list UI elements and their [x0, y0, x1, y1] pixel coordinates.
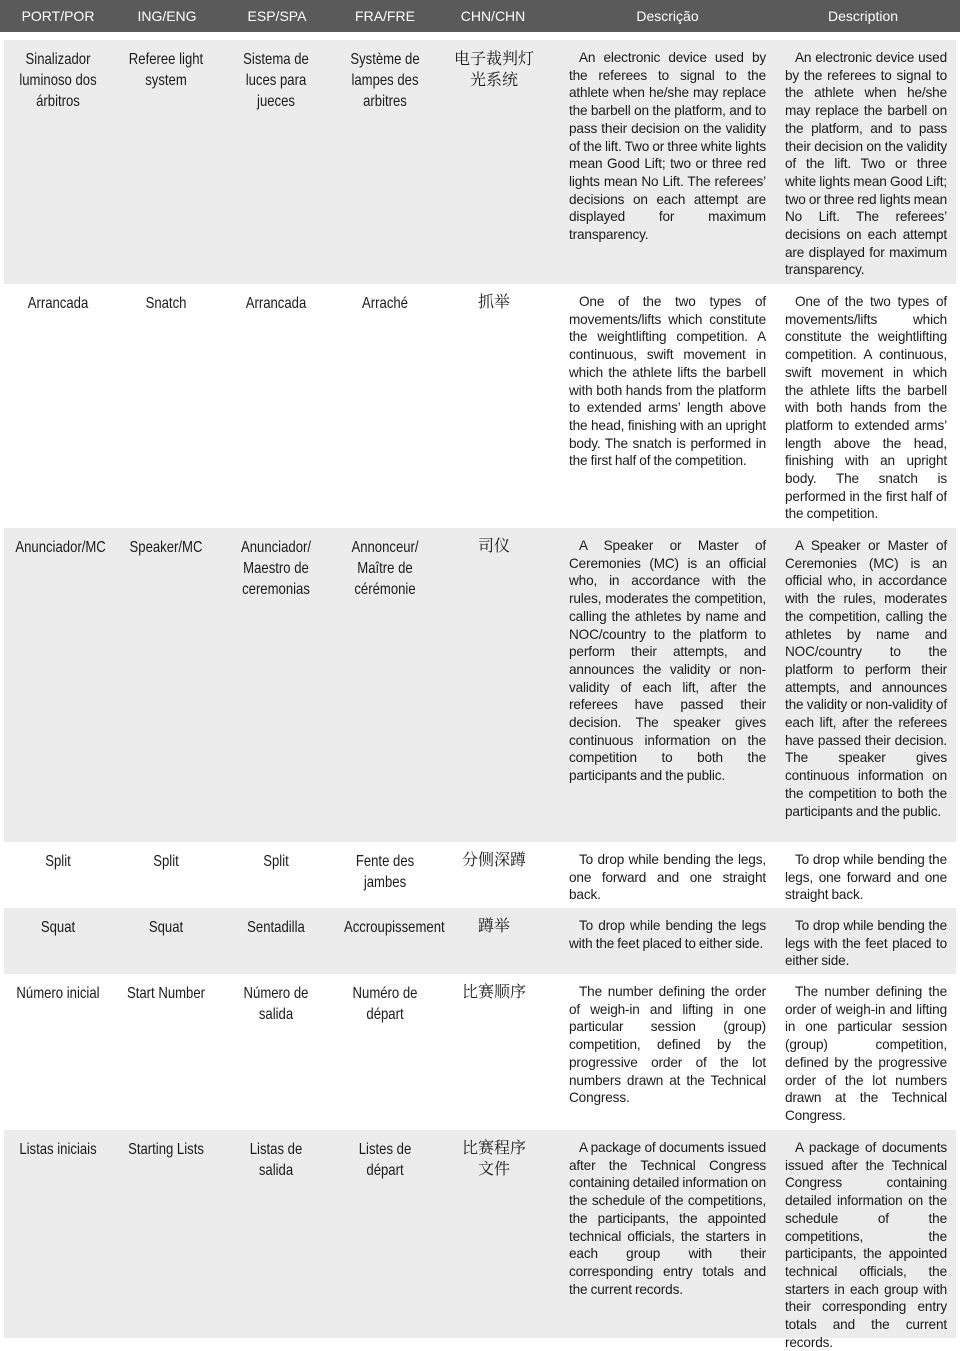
header-description: Description: [827, 8, 899, 24]
term-fra: Listes de départ: [358, 1141, 412, 1179]
term-port: Número inicial: [16, 985, 100, 1002]
term-chn: 比赛顺序: [461, 982, 526, 1001]
description-en: [785, 917, 947, 970]
term-fra: Numéro de départ: [352, 985, 418, 1023]
header-descricao: Descrição: [636, 8, 699, 24]
term-eng: Squat: [148, 919, 184, 936]
term-chn: 蹲举: [477, 916, 510, 935]
term-eng: Start Number: [126, 985, 206, 1002]
description-en: [785, 537, 947, 820]
description-pt: [569, 49, 766, 244]
description-pt: [569, 917, 766, 952]
description-pt-text: To drop while bending the legs, one forward and one straight back.: [569, 852, 766, 903]
term-eng: Starting Lists: [128, 1141, 204, 1158]
term-eng: Speaker/MC: [129, 539, 203, 556]
description-en-text: The number defining the order of weigh-in and lifting in one particular session (group) competition, defined by the progressive order of the lot numbers drawn at the Technical Congress.: [785, 984, 947, 1123]
table-row: [4, 40, 956, 284]
description-pt-text: One of the two types of movements/lifts which constitute the weightlifting competition. A continuous, swift movement in which the athlete lifts the barbell with both hands from the platform to extended arms’ length above the head, finishing with an upright body. The snatch is performed in the first half of the competition.: [569, 294, 766, 469]
term-chn: 司仪: [477, 536, 510, 555]
description-en-text: A Speaker or Master of Ceremonies (MC) is an official who, in accordance with the rules, moderates the competition, calling the athletes by name and NOC/country to the platform to perform their attempts, and announces the validity or non-validity of each lift, after the referees have passed their decision. The speaker gives continuous information on the competition to both the participants and the public.: [785, 538, 947, 819]
description-pt: [569, 293, 766, 470]
table-row: [4, 842, 956, 908]
term-eng: Snatch: [145, 295, 187, 312]
term-chn: 比赛程序文件: [461, 1138, 526, 1178]
term-esp: Sentadilla: [247, 919, 305, 936]
term-fra: Annonceur/ Maître de cérémonie: [351, 539, 419, 598]
term-port: Split: [45, 853, 71, 870]
description-pt-text: An electronic device used by the referees to signal to the athlete when he/she may replace the barbell on the platform, and to pass their decision on the validity of the lift. Two or three white lights mean Good Lift; two or three red lights mean No Lift. The referees’ decisions on each attempt are displayed for maximum transparency.: [569, 50, 766, 243]
description-pt: [569, 851, 766, 904]
term-eng: Split: [153, 853, 179, 870]
description-pt: [569, 983, 766, 1107]
header-eng: ING/ENG: [137, 8, 197, 24]
term-port: Sinalizador luminoso dos árbitros: [19, 51, 97, 110]
description-pt: [569, 537, 766, 785]
term-esp: Anunciador/ Maestro de ceremonias: [240, 539, 312, 598]
term-chn: 抓举: [477, 292, 510, 311]
term-port: Squat: [40, 919, 76, 936]
table-header: [0, 0, 960, 32]
term-fra: Fente des jambes: [355, 853, 415, 891]
term-fra: Arraché: [362, 295, 408, 312]
table-row: [4, 1130, 956, 1350]
header-esp: ESP/SPA: [247, 8, 307, 24]
term-chn: 分侧深蹲: [461, 850, 526, 869]
description-en: [785, 49, 947, 279]
description-pt-text: A Speaker or Master of Ceremonies (MC) is an official who, in accordance with the rules, moderates the competition, calling the athletes by name and NOC/country to the platform to perform their attempts, and announces the validity or non-validity of each lift, after the referees have passed their decision. The speaker gives continuous information on the competition to both the participants and the public.: [569, 538, 766, 784]
term-fra: Accroupissement: [344, 919, 445, 936]
description-en-text: One of the two types of movements/lifts which constitute the weightlifting competition. A continuous, swift movement in which the athlete lifts the barbell with both hands from the platform to extended arms’ length above the head, finishing with an upright body. The snatch is performed in the first half of the competition.: [785, 294, 947, 522]
header-port: PORT/POR: [21, 8, 95, 24]
table-row: [4, 908, 956, 974]
description-en: [785, 851, 947, 904]
description-en-text: An electronic device used by the referees to signal to the athlete when he/she may replace the barbell on the platform, and to pass their decision on the validity of the lift. Two or three white lights mean Good Lift; two or three red lights mean No Lift. The referees’ decisions on each attempt are displayed for maximum transparency.: [785, 50, 947, 278]
description-pt: [569, 1139, 766, 1298]
description-pt-text: The number defining the order of weigh-in and lifting in one particular session (group) competition, defined by the progressive order of the lot numbers drawn at the Technical Congress.: [569, 984, 766, 1106]
term-port: Anunciador/MC: [15, 539, 106, 556]
term-chn: 电子裁判灯光系统: [453, 49, 534, 89]
description-en: [785, 293, 947, 523]
term-esp: Split: [263, 853, 289, 870]
term-eng: Referee light system: [128, 51, 204, 89]
table-row: [4, 284, 956, 528]
description-en-text: To drop while bending the legs with the feet placed to either side.: [785, 918, 947, 969]
table-row: [4, 974, 956, 1130]
description-en-text: A package of documents issued after the Technical Congress containing detailed information on the schedule of the competitions, the participants, the appointed technical officials, the starters in each group with their corresponding entry totals and the current records.: [785, 1140, 947, 1350]
term-esp: Sistema de luces para jueces: [243, 51, 309, 110]
term-port: Listas iniciais: [19, 1141, 97, 1158]
description-en: [785, 1139, 947, 1351]
term-esp: Listas de salida: [249, 1141, 303, 1179]
term-fra: Système de lampes des arbitres: [350, 51, 420, 110]
description-en: [785, 983, 947, 1125]
term-esp: Número de salida: [243, 985, 309, 1023]
description-en-text: To drop while bending the legs, one forward and one straight back.: [785, 852, 947, 903]
description-pt-text: To drop while bending the legs with the feet placed to either side.: [569, 918, 766, 951]
table-row: [4, 528, 956, 842]
term-port: Arrancada: [27, 295, 89, 312]
header-fra: FRA/FRE: [355, 8, 415, 24]
header-chn: CHN/CHN: [460, 8, 526, 24]
term-esp: Arrancada: [245, 295, 307, 312]
description-pt-text: A package of documents issued after the Technical Congress containing detailed information on the schedule of the competitions, the participants, the appointed technical officials, the starters in each group with their corresponding entry totals and the current records.: [569, 1140, 766, 1297]
